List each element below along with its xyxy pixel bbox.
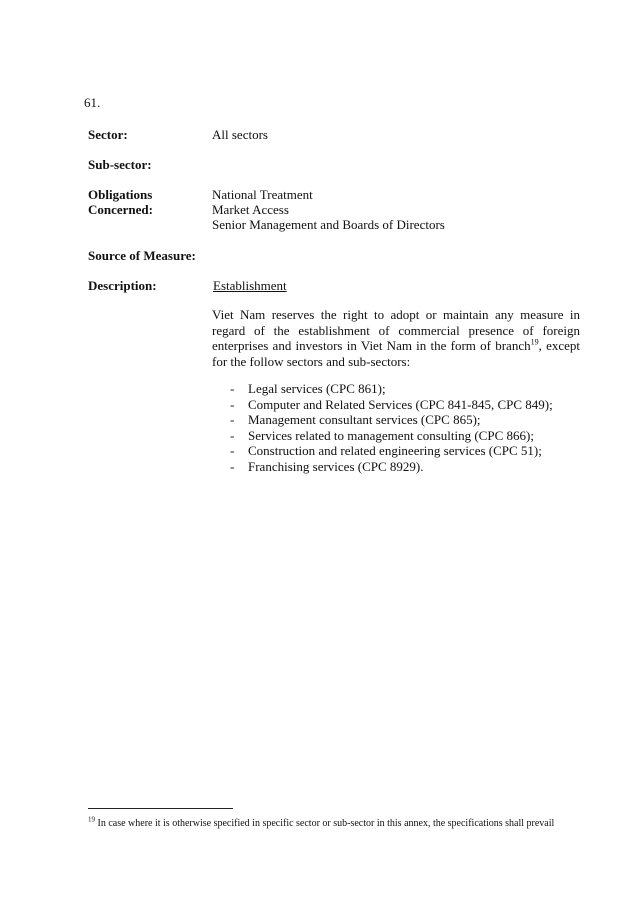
- list-item: [230, 428, 553, 444]
- list-item-text: Construction and related engineering services (CPC 51);: [248, 443, 542, 458]
- paragraph-text-before-ref: Viet Nam reserves the right to adopt or maintain any measure in regard of the establishment of commercial presence of foreign enterprises and investors in Viet Nam in the form of branch: [212, 307, 580, 353]
- footnote-number: 19: [88, 815, 95, 824]
- obligations-label-line1: Obligations: [88, 187, 153, 202]
- dash-bullet: -: [230, 412, 235, 427]
- footnote-separator: [88, 808, 233, 809]
- dash-bullet: -: [230, 458, 235, 474]
- dash-bullet: -: [230, 396, 235, 412]
- list-item: [230, 443, 553, 459]
- footnote-ref: 19: [530, 337, 539, 347]
- sub-sector-label: Sub-sector:: [88, 157, 152, 172]
- description-heading: [213, 278, 287, 293]
- dash-bullet: -: [230, 427, 235, 443]
- footnote-text: In case where it is otherwise specified in specific sector or sub-sector in this annex, the specifications shall prevail: [95, 818, 555, 829]
- description-paragraph: [212, 307, 580, 369]
- list-item-text: Services related to management consulting (CPC 866);: [248, 427, 534, 443]
- sector-exception-list: [230, 381, 553, 474]
- list-item-text: Computer and Related Services (CPC 841-845, CPC 849);: [248, 396, 553, 412]
- dash-bullet: -: [230, 443, 235, 458]
- obligations-values: [212, 187, 445, 232]
- obligation-item: National Treatment: [212, 187, 313, 202]
- obligations-label-line2: Concerned:: [88, 202, 153, 217]
- sector-value: All sectors: [212, 127, 268, 142]
- obligation-item: Market Access: [212, 202, 289, 217]
- sector-label: Sector:: [88, 127, 128, 142]
- dash-bullet: -: [230, 381, 235, 396]
- paragraph-text-after-ref: , except for the follow sectors and sub-sectors:: [212, 338, 581, 369]
- list-item-text: Franchising services (CPC 8929).: [248, 458, 424, 474]
- establishment-heading: Establishment: [213, 278, 287, 293]
- list-item: [230, 381, 553, 397]
- description-label: Description:: [88, 278, 157, 293]
- obligation-item: Senior Management and Boards of Directors: [212, 217, 445, 232]
- list-item-text: Management consultant services (CPC 865);: [248, 412, 481, 427]
- source-of-measure-label: Source of Measure:: [88, 248, 196, 263]
- footnote: [88, 816, 558, 831]
- obligations-label: [88, 187, 153, 217]
- list-item: [230, 459, 553, 475]
- list-item: [230, 397, 553, 413]
- list-item-text: Legal services (CPC 861);: [248, 381, 386, 396]
- list-item: [230, 412, 553, 428]
- entry-number: 61.: [84, 95, 101, 110]
